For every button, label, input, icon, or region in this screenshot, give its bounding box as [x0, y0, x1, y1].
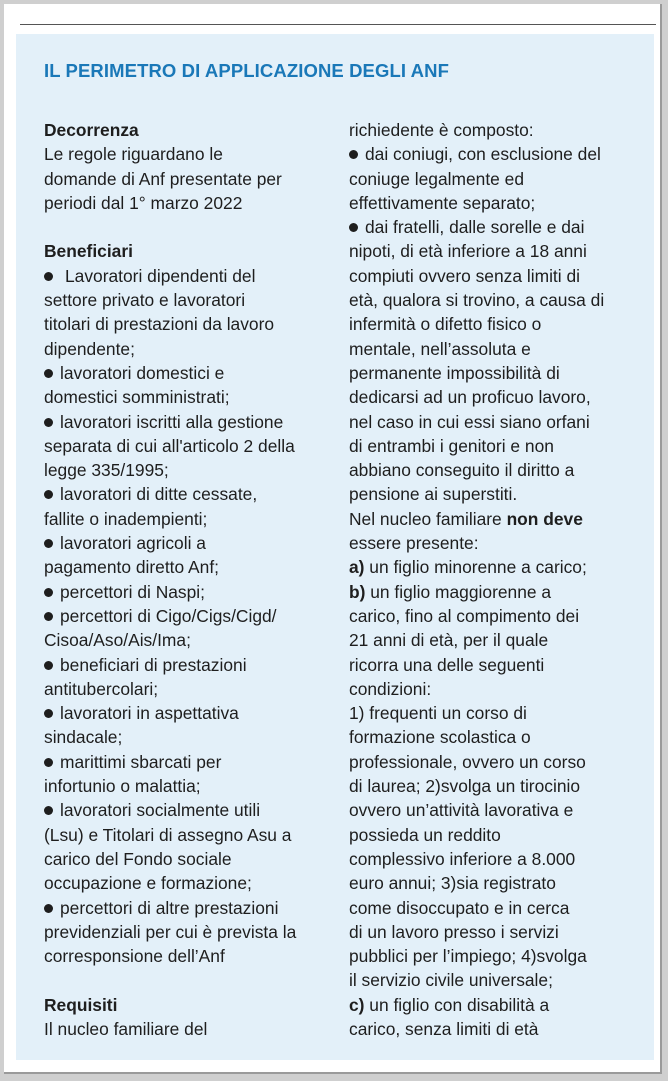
bullet-icon	[44, 588, 53, 597]
bullet-icon	[44, 661, 53, 670]
list-item: percettori di altre prestazioni	[44, 896, 336, 920]
bullet-icon	[44, 758, 53, 767]
emphasis: non deve	[506, 508, 583, 529]
text-line: dedicarsi ad un proficuo lavoro,	[349, 387, 591, 408]
text-line: compiuti ovvero senza limiti di	[349, 265, 580, 286]
page	[4, 4, 662, 1074]
text-line: (Lsu) e Titolari di assegno Asu a	[44, 824, 292, 845]
text-line: condizioni:	[349, 678, 432, 699]
list-item: percettori di Naspi;	[44, 580, 336, 604]
text-line: mentale, nell’assoluta e	[349, 338, 531, 359]
text-line: professionale, ovvero un corso	[349, 751, 586, 772]
text-line: essere presente:	[349, 533, 479, 554]
bullet-icon	[44, 904, 53, 913]
text-line: 1) frequenti un corso di	[349, 703, 527, 724]
text-line: complessivo inferiore a 8.000	[349, 848, 576, 869]
bullet-icon	[44, 272, 53, 281]
list-item: lavoratori di ditte cessate,	[44, 482, 336, 506]
text-line: dipendente;	[44, 338, 135, 359]
text-line: di entrambi i genitori e non	[349, 435, 554, 456]
text-line: domestici somministrati;	[44, 387, 230, 408]
top-rule	[20, 24, 656, 25]
text-line: infermità o difetto fisico o	[349, 314, 542, 335]
bullet-icon	[44, 418, 53, 427]
list-item: lavoratori iscritti alla gestione	[44, 410, 336, 434]
text-line: occupazione e formazione;	[44, 873, 252, 894]
bullet-icon	[349, 223, 358, 232]
text-line: sindacale;	[44, 727, 123, 748]
text-line: come disoccupato e in cerca	[349, 897, 570, 918]
text-line: pubblici per l’impiego; 4)svolga	[349, 946, 587, 967]
text-line: il servizio civile universale;	[349, 970, 553, 991]
bullet-icon	[44, 806, 53, 815]
text-line: 21 anni di età, per il quale	[349, 630, 549, 651]
requisiti-heading: Requisiti	[44, 994, 118, 1015]
bullet-icon	[44, 612, 53, 621]
list-item: lavoratori socialmente utili	[44, 798, 336, 822]
text-line: abbiano conseguito il diritto a	[349, 460, 575, 481]
bullet-icon	[349, 150, 358, 159]
text-line: carico del Fondo sociale	[44, 848, 232, 869]
text-line: carico, fino al compimento dei	[349, 605, 580, 626]
bullet-icon	[44, 490, 53, 499]
list-item: lavoratori agricoli a	[44, 531, 336, 555]
list-item: lavoratori domestici e	[44, 361, 336, 385]
list-item: dai fratelli, dalle sorelle e dai	[349, 215, 644, 239]
bullet-icon	[44, 369, 53, 378]
text-line: età, qualora si trovino, a causa di	[349, 290, 605, 311]
text-line: Le regole riguardano le	[44, 144, 223, 165]
text-line: infortunio o malattia;	[44, 776, 201, 797]
text-line: nipoti, di età inferiore a 18 anni	[349, 241, 587, 262]
text-line: pensione ai superstiti.	[349, 484, 518, 505]
text-line: possieda un reddito	[349, 824, 501, 845]
text-line: pagamento diretto Anf;	[44, 557, 219, 578]
list-item: beneficiari di prestazioni	[44, 653, 336, 677]
text-line: titolari di prestazioni da lavoro	[44, 314, 275, 335]
list-item: Lavoratori dipendenti del	[44, 264, 336, 288]
list-item: a) un figlio minorenne a carico;	[349, 557, 587, 578]
text-line: periodi dal 1° marzo 2022	[44, 192, 243, 213]
text-line: corresponsione dell’Anf	[44, 946, 225, 967]
right-column	[349, 118, 644, 1041]
bullet-icon	[44, 709, 53, 718]
text-line: settore privato e lavoratori	[44, 290, 246, 311]
list-item: dai coniugi, con esclusione del	[349, 142, 644, 166]
text-line: legge 335/1995;	[44, 460, 169, 481]
decorrenza-heading: Decorrenza	[44, 120, 139, 140]
text-line: fallite o inadempienti;	[44, 508, 208, 529]
left-column	[44, 118, 336, 1041]
text-line: separata di cui all'articolo 2 della	[44, 435, 295, 456]
text-line: Cisoa/Aso/Ais/Ima;	[44, 630, 191, 651]
text-line: nel caso in cui essi siano orfani	[349, 411, 590, 432]
list-item: marittimi sbarcati per	[44, 750, 336, 774]
text-line: permanente impossibilità di	[349, 362, 560, 383]
text-line: euro annui; 3)sia registrato	[349, 873, 556, 894]
text-line: di laurea; 2)svolga un tirocinio	[349, 776, 581, 797]
text-line: ricorra una delle seguenti	[349, 654, 545, 675]
text-line: carico, senza limiti di età	[349, 1018, 539, 1039]
box-title: IL PERIMETRO DI APPLICAZIONE DEGLI ANF	[44, 60, 449, 81]
text-line: richiedente è composto:	[349, 120, 534, 140]
beneficiari-heading: Beneficiari	[44, 241, 133, 262]
bullet-icon	[44, 539, 53, 548]
text-line: effettivamente separato;	[349, 192, 536, 213]
text-line: di un lavoro presso i servizi	[349, 921, 559, 942]
text-line: previdenziali per cui è prevista la	[44, 921, 297, 942]
list-item: b) un figlio maggiorenne a	[349, 581, 552, 602]
text-line: Il nucleo familiare del	[44, 1018, 208, 1039]
text-line: Nel nucleo familiare non deve	[349, 508, 583, 529]
text-line: formazione scolastica o	[349, 727, 531, 748]
text-line: antitubercolari;	[44, 678, 159, 699]
text-line: domande di Anf presentate per	[44, 168, 282, 189]
text-line: ovvero un’attività lavorativa e	[349, 800, 574, 821]
info-box	[16, 34, 654, 1060]
list-item: lavoratori in aspettativa	[44, 701, 336, 725]
list-item: percettori di Cigo/Cigs/Cigd/	[44, 604, 336, 628]
text-line: coniuge legalmente ed	[349, 168, 525, 189]
list-item: c) un figlio con disabilità a	[349, 994, 550, 1015]
